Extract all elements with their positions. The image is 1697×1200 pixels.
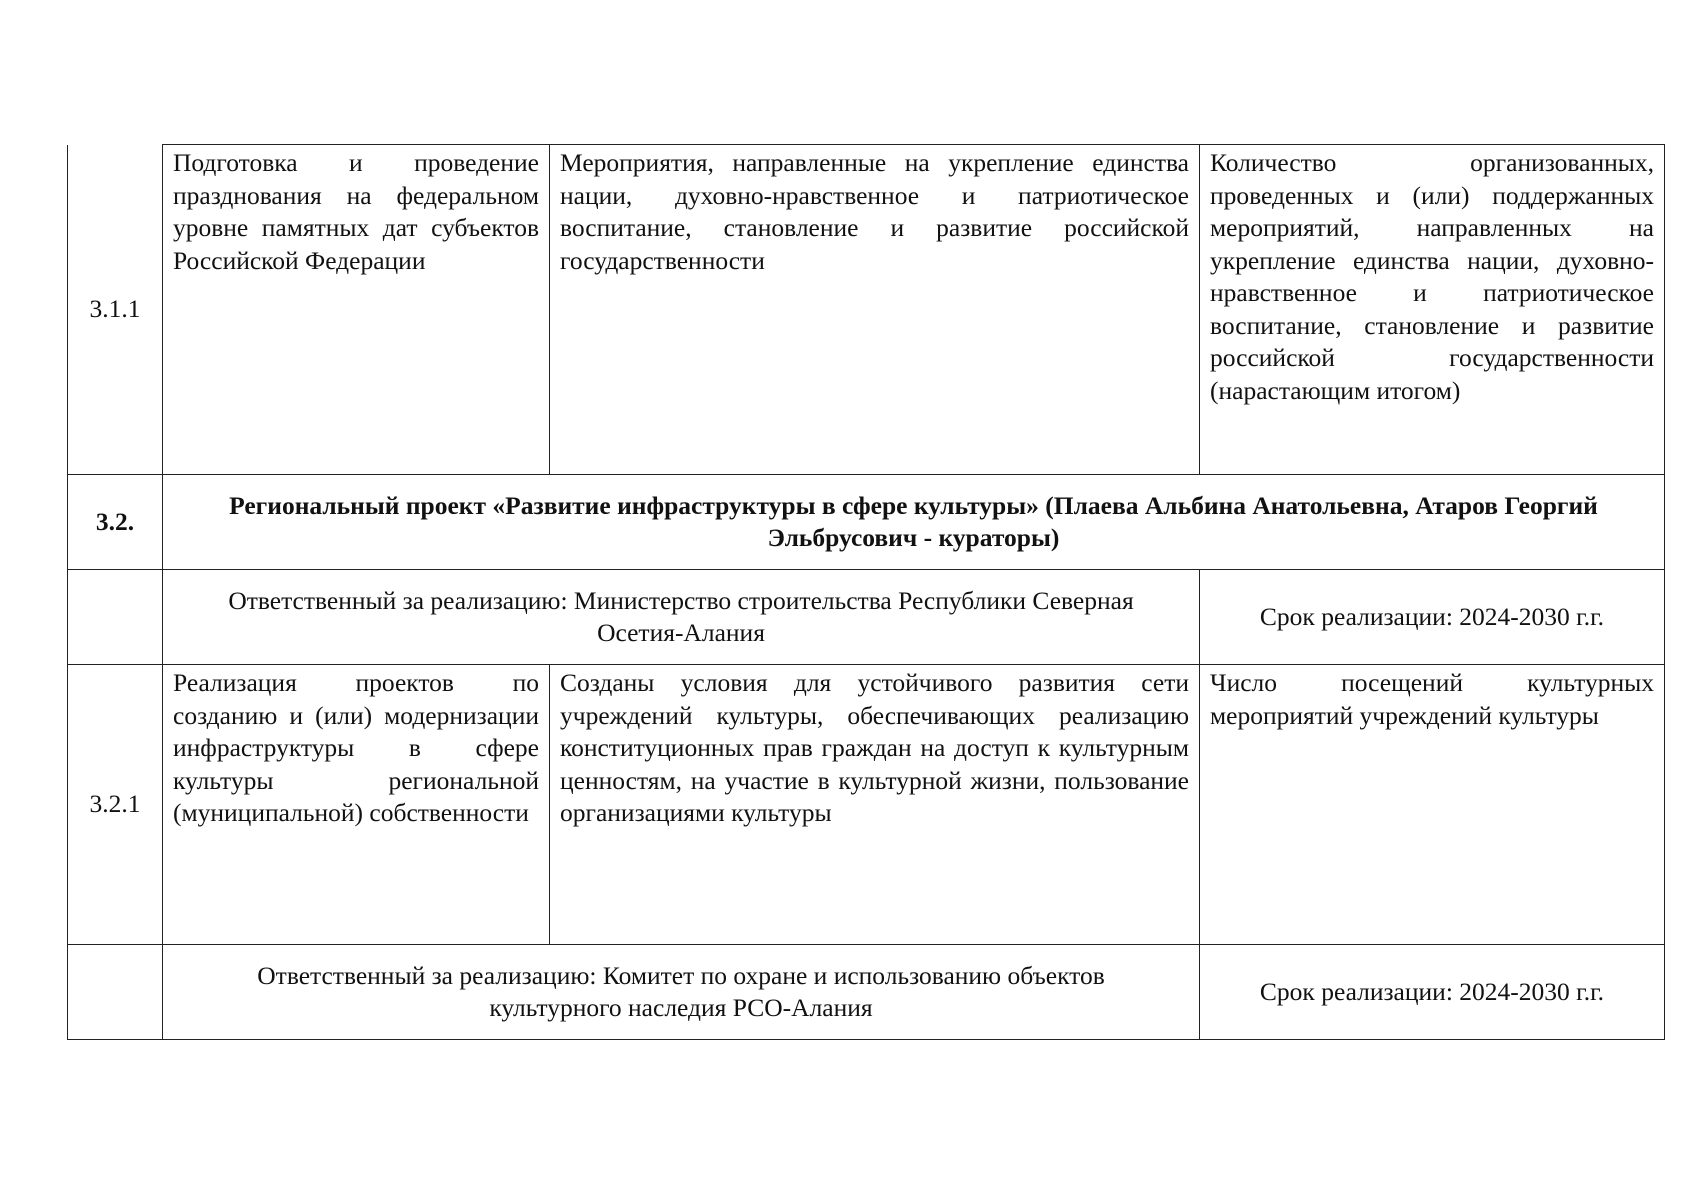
table-row (68, 475, 1665, 570)
project-title: Региональный проект «Развитие инфраструктуры в сфере культуры» (Плаева Альбина Анатольевна, Атаров Георгий Эльбрусович - кураторы) (163, 475, 1665, 570)
responsible-cell: Ответственный за реализацию: Комитет по охране и использованию объектов культурного наследия РСО-Алания (163, 945, 1200, 1040)
event-name-cell: Подготовка и проведение празднования на федеральном уровне памятных дат субъектов Российской Федерации (163, 145, 550, 475)
term-cell: Срок реализации: 2024-2030 г.г. (1200, 945, 1665, 1040)
event-name-cell: Реализация проектов по созданию и (или) модернизации инфраструктуры в сфере культуры региональной (муниципальной) собственности (163, 665, 550, 945)
table-row (68, 665, 1665, 945)
plan-table (67, 144, 1665, 1040)
row-number: 3.2. (68, 475, 163, 570)
empty-number-cell (68, 570, 163, 665)
result-cell: Мероприятия, направленные на укрепление единства нации, духовно-нравственное и патриотическое воспитание, становление и развитие российской государственности (550, 145, 1200, 475)
table-row (68, 145, 1665, 475)
empty-number-cell (68, 945, 163, 1040)
indicator-cell: Число посещений культурных мероприятий учреждений культуры (1200, 665, 1665, 945)
indicator-cell: Количество организованных, проведенных и (или) поддержанных мероприятий, направленных на укрепление единства нации, духовно-нравственное и патриотическое воспитание, становление и развитие российской государственности (нарастающим итогом) (1200, 145, 1665, 475)
term-cell: Срок реализации: 2024-2030 г.г. (1200, 570, 1665, 665)
document-page (67, 144, 1664, 1040)
row-number: 3.1.1 (68, 145, 163, 475)
row-number: 3.2.1 (68, 665, 163, 945)
responsible-cell: Ответственный за реализацию: Министерство строительства Республики Северная Осетия-Алания (163, 570, 1200, 665)
table-row (68, 945, 1665, 1040)
result-cell: Созданы условия для устойчивого развития сети учреждений культуры, обеспечивающих реализацию конституционных прав граждан на доступ к культурным ценностям, на участие в культурной жизни, пользование организациями культуры (550, 665, 1200, 945)
table-row (68, 570, 1665, 665)
